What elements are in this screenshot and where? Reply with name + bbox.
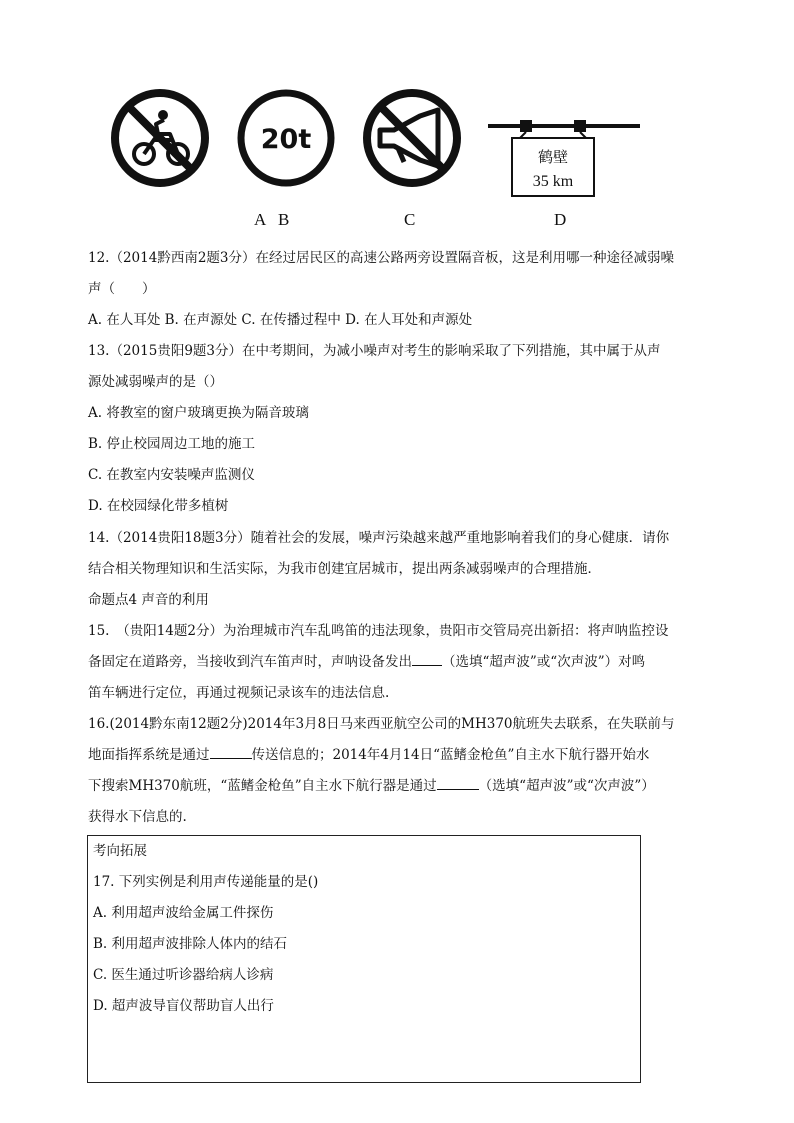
q16-answer-blank-2[interactable] [437,776,479,790]
q17-option-a: A. 利用超声波给金属工件探伤 [93,905,274,921]
section-heading: 命题点4 声音的利用 [88,592,209,608]
q16-line1: 16.(2014黔东南12题2分)2014年3月8日马来西亚航空公司的MH370航班失去联系，在失联前与 [88,716,675,732]
q15-line1: 15. （贵阳14题2分）为治理城市汽车乱鸣笛的违法现象，贵阳市交管局亮出新招：将声呐监控设 [88,623,669,639]
no-motorcycle-sign [115,93,205,183]
traffic-signs-figure [108,88,648,238]
q15-line2 [88,652,645,672]
q12-line1: 12.（2014黔西南2题3分）在经过居民区的高速公路两旁设置隔音板，这是利用哪一种途径减弱噪 [88,250,675,266]
q17-question: 17. 下列实例是利用声传递能量的是() [93,874,319,890]
q16-line2-part1: 地面指挥系统是通过 [88,747,210,763]
q12-options: A. 在人耳处 B. 在声源处 C. 在传播过程中 D. 在人耳处和声源处 [88,312,473,328]
q15-line3: 笛车辆进行定位，再通过视频记录该车的违法信息. [88,685,390,701]
q13-line2: 源处减弱噪声的是（） [88,374,223,390]
signs-svg [108,88,648,238]
q16-line3-part2: （选填“超声波”或“次声波”） [478,778,655,794]
q12-line2: 声（ ） [88,281,156,297]
q16-answer-blank-1[interactable] [210,745,252,759]
q13-option-c: C. 在教室内安装噪声监测仪 [88,467,255,483]
q16-line3-part1: 下搜索MH370航班，“蓝鳍金枪鱼”自主水下航行器是通过 [88,778,437,794]
board-distance-text: 35 km [532,173,574,190]
sign-label-b: B [278,210,290,229]
q15-line2-part2: （选填“超声波”或“次声波”）对鸣 [442,654,646,670]
q15-line2-part1: 备固定在道路旁，当接收到汽车笛声时，声呐设备发出 [88,654,412,670]
q16-line2 [88,745,649,765]
no-horn-sign [367,93,457,183]
q17-option-d: D. 超声波导盲仪帮助盲人出行 [93,998,274,1014]
q13-option-a: A. 将教室的窗户玻璃更换为隔音玻璃 [88,405,309,421]
q13-option-b: B. 停止校园周边工地的施工 [88,436,256,452]
q16-line2-part2: 传送信息的；2014年4月14日“蓝鳍金枪鱼”自主水下航行器开始水 [251,747,650,763]
q14-line1: 14.（2014贵阳18题3分）随着社会的发展，噪声污染越来越严重地影响着我们的身心健康．请你 [88,530,670,546]
q16-line4: 获得水下信息的. [88,809,187,825]
q16-line3 [88,776,655,796]
extension-box-title: 考向拓展 [93,843,147,859]
q13-line1: 13.（2015贵阳9题3分）在中考期间，为减小噪声对考生的影响采取了下列措施，其中属于从声 [88,343,661,359]
q17-option-c: C. 医生通过听诊器给病人诊病 [93,967,274,983]
q17-option-b: B. 利用超声波排除人体内的结石 [93,936,288,952]
weight-limit-text: 20t [260,124,312,155]
q14-line2: 结合相关物理知识和生活实际，为我市创建宜居城市，提出两条减弱噪声的合理措施． [88,561,601,577]
sign-label-c: C [404,210,416,229]
q15-answer-blank[interactable] [412,652,442,666]
sign-label-a: A [254,210,267,229]
q13-option-d: D. 在校园绿化带多植树 [88,498,229,514]
weight-limit-sign [241,93,331,183]
sign-label-d: D [554,210,567,229]
distance-board-sign [488,120,640,196]
board-place-text: 鹤壁 [537,148,569,166]
